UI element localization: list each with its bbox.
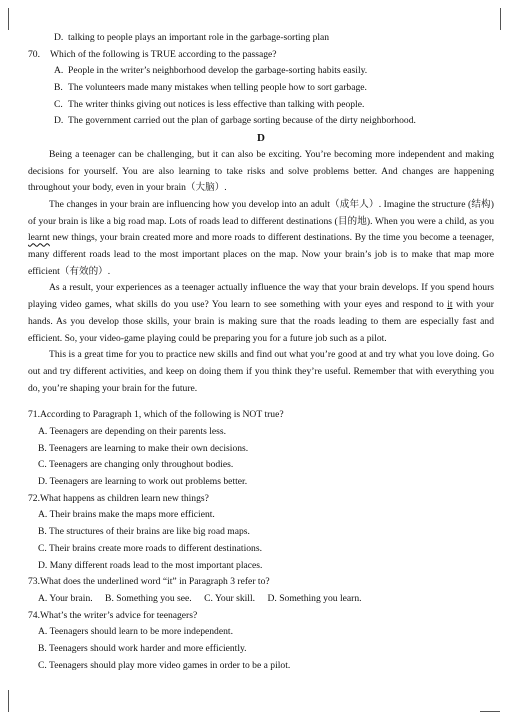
option-text: People in the writer’s neighborhood develop the garbage-sorting habits easily. [68, 65, 368, 77]
passage-paragraph-1: Being a teenager can be challenging, but it can also be exciting. You’re becoming more independent and making decisions for yourself. You are also learning to take risks and solve problems better. And changes are happening throughout your body, even in your brain（大脑）. [28, 148, 494, 194]
passage-paragraph-4: This is a great time for you to practice new skills and find out what you’re good at and try what you love doing. Go out and try different activities, and keep on doing them if you think they’re useful. Remember that with everything you do, you’re shaping your brain for the future. [28, 349, 494, 394]
question-74 [28, 608, 494, 625]
q72-option-b: B. The structures of their brains are like big road maps. [38, 526, 250, 538]
q71-option-c: C. Teenagers are changing only throughout bodies. [38, 459, 234, 471]
q70-option-d [28, 113, 494, 130]
q71-option-a: A. Teenagers are depending on their parents less. [38, 426, 227, 438]
q73-options [28, 591, 494, 608]
option-text: talking to people plays an important role in the garbage-sorting plan [68, 32, 330, 43]
q72-option-c: C. Their brains create more roads to different destinations. [38, 542, 262, 554]
q74-option-b: B. Teenagers should work harder and more efficiently. [38, 642, 247, 654]
q72-option-a: A. Their brains make the maps more efficient. [38, 509, 215, 521]
underlined-word-it: it [447, 299, 453, 311]
crop-mark [480, 711, 500, 712]
q73-option-a: A. Your brain. [38, 592, 93, 604]
question-text: Which of the following is TRUE according to the passage? [50, 48, 277, 60]
q69-option-d [28, 30, 494, 47]
q72-option-d: D. Many different roads lead to the most important places. [38, 559, 263, 571]
q70-option-b [28, 80, 494, 97]
crop-mark [500, 8, 501, 30]
question-number: 70. [28, 48, 40, 60]
option-letter: D. [54, 32, 64, 43]
q71-option-d: D. Teenagers are learning to work out problems better. [38, 476, 248, 488]
option-text: The writer thinks giving out notices is less effective than talking with people. [68, 98, 365, 110]
option-letter: D. [54, 115, 64, 127]
question-text: What happens as children learn new things? [40, 492, 209, 504]
q71-option-b: B. Teenagers are learning to make their own decisions. [38, 442, 249, 454]
exam-page [28, 30, 494, 674]
question-number: 74. [28, 609, 40, 621]
passage-paragraph-2: The changes in your brain are influencing how you develop into an adult（成年人）. Imagine the structure (结构) of your brain is like a big road map. Lots of roads lead to different destinations (目的地). When you were a child, as you learnt new things, your brain created more and more roads to different destinations. By the time you become a teenager, many different roads lead to the most important places on the map. Now your brain’s job is to make that map more efficient（有效的）. [28, 198, 494, 277]
question-72 [28, 491, 494, 508]
crop-mark [8, 690, 9, 712]
question-text: According to Paragraph 1, which of the following is NOT true? [40, 409, 284, 421]
q70-option-c [28, 97, 494, 114]
option-letter: C. [54, 98, 63, 110]
q73-option-b: B. Something you see. [105, 592, 192, 604]
q74-option-a: A. Teenagers should learn to be more independent. [38, 626, 233, 638]
question-number: 72. [28, 492, 40, 504]
underlined-word-learnt: learnt [28, 232, 50, 244]
section-heading: D [257, 132, 265, 145]
reading-passage [28, 147, 494, 398]
q73-option-d: D. Something you learn. [267, 592, 362, 604]
question-71 [28, 407, 494, 424]
question-73 [28, 574, 494, 591]
q73-option-c: C. Your skill. [204, 592, 256, 604]
q70-option-a [28, 63, 494, 80]
passage-paragraph-3: As a result, your experiences as a teenager actually influence the way that your brain develops. If you spend hours playing video games, what skills do you use? You learn to see something with your eyes and respond to it with your hands. As you develop those skills, your brain is making sure that the roads leading to them are especially fast and efficient. So, your video-game playing could be preparing you for a future job such as a pilot. [28, 282, 494, 344]
question-number: 73. [28, 576, 40, 588]
question-number: 71. [28, 409, 40, 421]
q74-option-c: C. Teenagers should play more video games in order to be a pilot. [38, 659, 291, 671]
question-text: What does the underlined word “it” in Paragraph 3 refer to? [40, 576, 270, 588]
question-text: What’s the writer’s advice for teenagers? [40, 609, 198, 621]
option-text: The government carried out the plan of garbage sorting because of the dirty neighborhood. [68, 115, 416, 127]
option-letter: B. [54, 82, 63, 94]
question-70 [28, 47, 494, 64]
option-text: The volunteers made many mistakes when telling people how to sort garbage. [68, 82, 367, 94]
crop-mark [8, 8, 9, 30]
option-letter: A. [54, 65, 64, 77]
